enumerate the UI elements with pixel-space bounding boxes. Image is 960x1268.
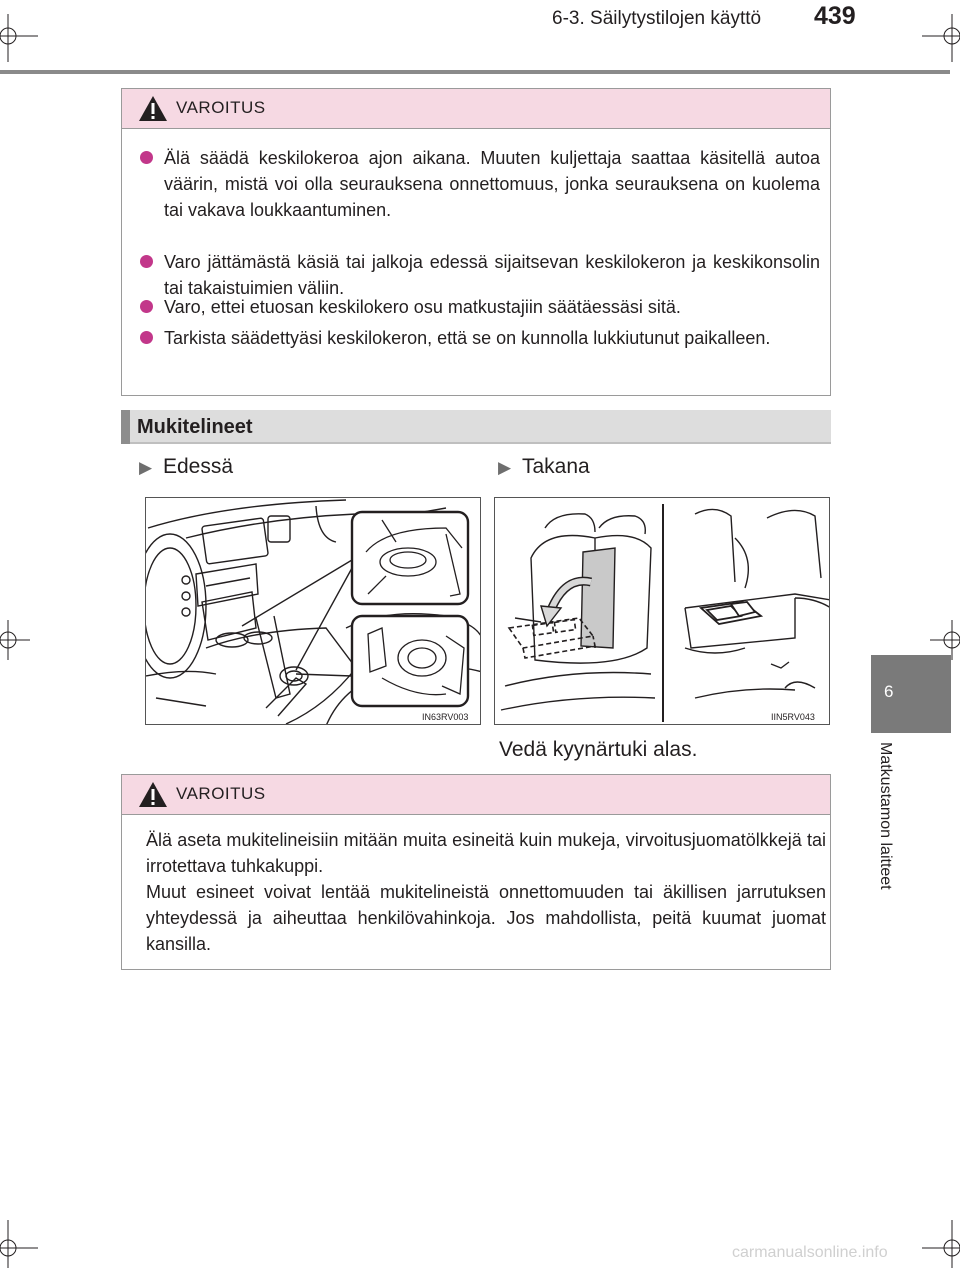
triangle-bullet-icon: ▶: [498, 458, 512, 477]
front-cupholder-figure: [145, 497, 481, 725]
crop-mark-mid-left: [0, 615, 40, 665]
watermark: carmanualsonline.info: [732, 1244, 888, 1261]
warning-item-text: Tarkista säädettyäsi keskilokeron, että se on kunnolla lukkiutunut paikalleen.: [164, 328, 771, 348]
bullet-icon: [140, 255, 153, 268]
rear-figure-code: IIN5RV043: [771, 712, 815, 722]
chapter-label-text: Matkustamon laitteet: [877, 742, 894, 890]
warning-item: [140, 145, 820, 223]
rear-instruction: Vedä kyynärtuki alas.: [499, 738, 698, 761]
warning-paragraph: Muut esineet voivat lentää mukitelineistä onnettomuuden tai äkillisen jarrutuksen yhteydessä ja aiheuttaa henkilövahinkoja. Jos mahdollista, peitä kuumat juomat kansilla.: [146, 882, 826, 954]
warning-item: [140, 294, 820, 320]
warning-box-top: [121, 88, 831, 396]
section-heading: [121, 410, 831, 444]
rear-cupholder-figure: [494, 497, 830, 725]
section-heading-text: Mukitelineet: [137, 416, 253, 438]
chapter-label: [866, 742, 906, 942]
warning-item: [140, 325, 820, 351]
rear-armrest-illustration: [495, 498, 830, 725]
warning-header: [122, 775, 830, 815]
bullet-icon: [140, 151, 153, 164]
crop-mark-top-right: [920, 14, 960, 64]
warning-paragraph: Älä aseta mukitelineisiin mitään muita esineitä kuin mukeja, virvoitusjuomatölkkejä tai irrotettava tuhkakuppi.: [146, 830, 826, 876]
triangle-bullet-icon: ▶: [139, 458, 153, 477]
warning-item-text: Varo jättämästä käsiä tai jalkoja edessä sijaitsevan keskilokeron ja keskikonsolin tai takaistuimien väliin.: [164, 252, 820, 298]
warning-triangle-icon: [138, 95, 168, 122]
warning-triangle-icon: [138, 781, 168, 808]
section-title: 6-3. Säilytystilojen käyttö: [552, 8, 762, 29]
warning-title: VAROITUS: [176, 98, 266, 117]
crop-mark-top-left: [0, 14, 40, 64]
crop-mark-bottom-right: [920, 1218, 960, 1268]
header-rule: [0, 70, 950, 74]
section-heading-bar: [121, 410, 130, 444]
warning-title: VAROITUS: [176, 784, 266, 803]
front-figure-code: IN63RV003: [422, 712, 469, 722]
chapter-number: 6: [884, 682, 894, 701]
bullet-icon: [140, 300, 153, 313]
rear-caption: Takana: [522, 455, 590, 478]
bullet-icon: [140, 331, 153, 344]
chapter-tab: [871, 655, 951, 733]
warning-header: [122, 89, 830, 129]
page-number: 439: [814, 2, 856, 30]
warning-item-text: Älä säädä keskilokeroa ajon aikana. Muuten kuljettaja saattaa käsitellä autoa väärin, mistä voi olla seurauksena onnettomuus, jonka seurauksena on kuolema tai vakava loukkaantuminen.: [164, 148, 820, 220]
front-console-illustration: [146, 498, 481, 725]
front-caption: Edessä: [163, 455, 234, 478]
crop-mark-bottom-left: [0, 1218, 40, 1268]
warning-box-bottom: [121, 774, 831, 970]
warning-item-text: Varo, ettei etuosan keskilokero osu matkustajiin säätäessäsi sitä.: [164, 297, 681, 317]
